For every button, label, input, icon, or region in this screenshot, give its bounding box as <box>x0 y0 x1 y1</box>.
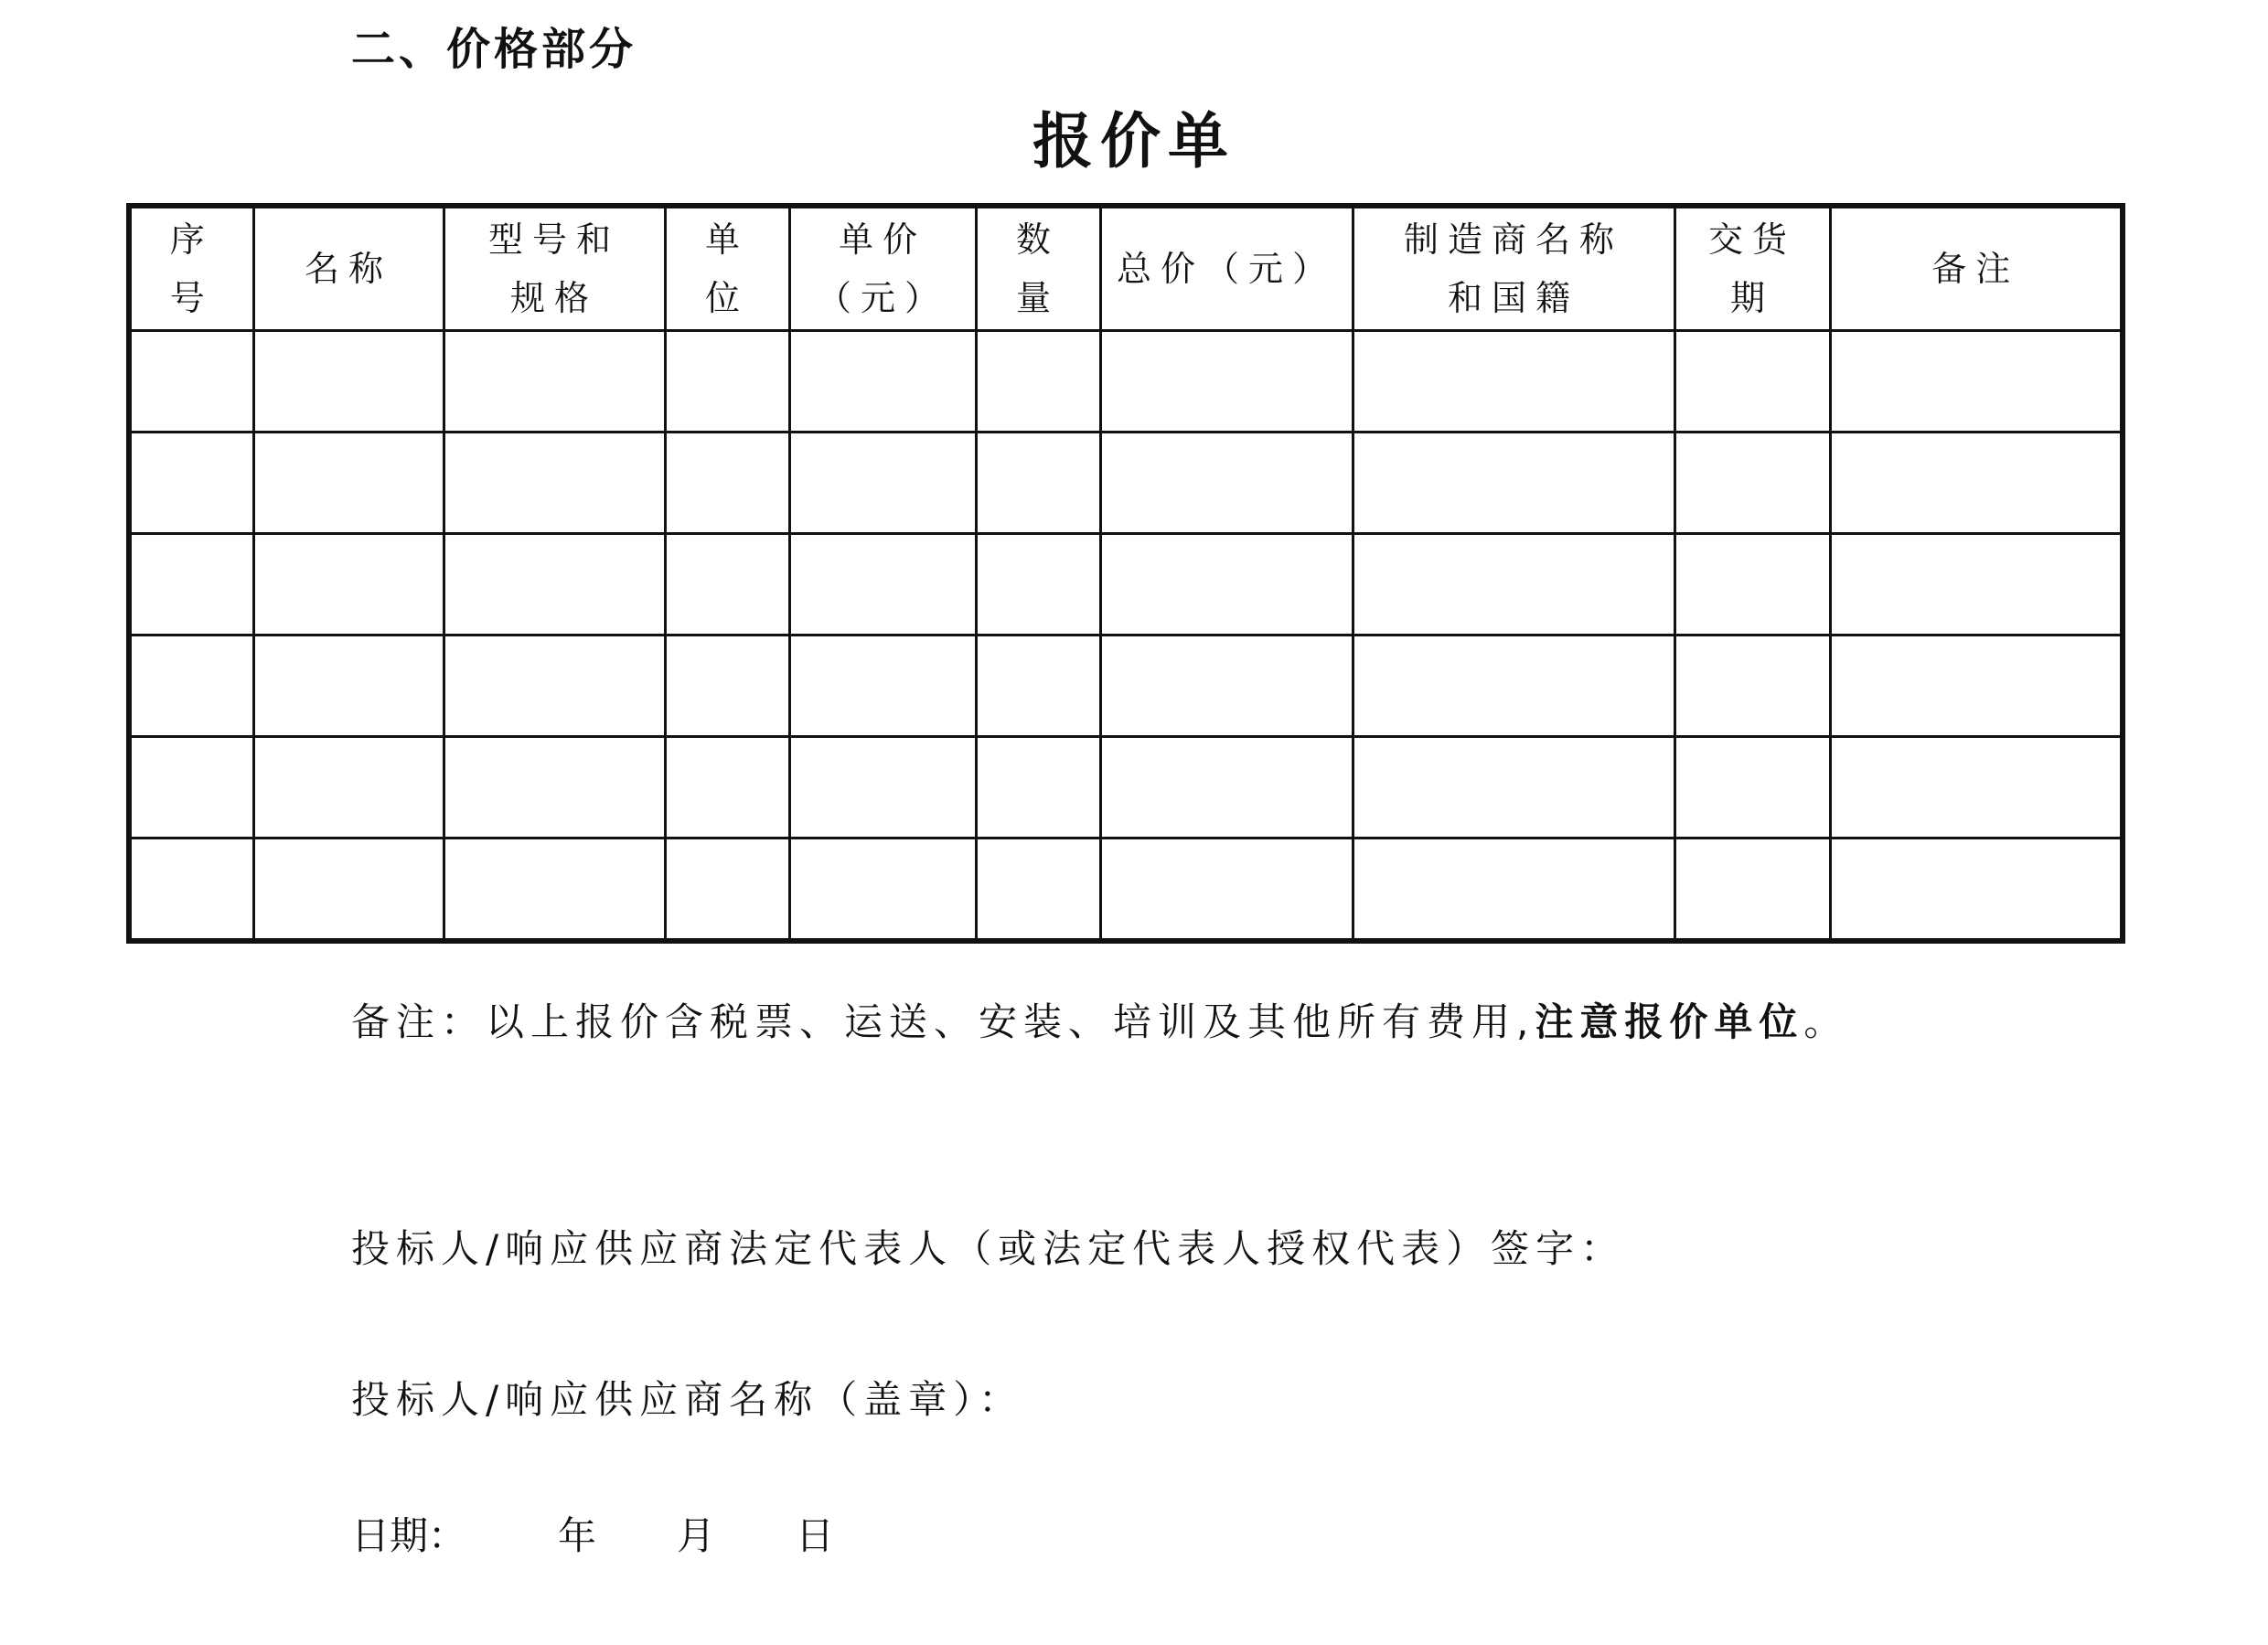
table-cell[interactable] <box>1100 839 1353 942</box>
table-cell[interactable] <box>1353 839 1674 942</box>
table-cell[interactable] <box>665 534 789 636</box>
table-cell[interactable] <box>253 331 444 433</box>
table-cell[interactable] <box>1353 331 1674 433</box>
header-manufacturer: 制造商名称 和国籍 <box>1353 206 1674 331</box>
table-cell[interactable] <box>1830 433 2123 534</box>
table-cell[interactable] <box>1353 636 1674 737</box>
table-cell[interactable] <box>665 737 789 839</box>
company-seal-line: 投标人/响应供应商名称（盖章）： <box>351 1377 1024 1422</box>
table-cell[interactable] <box>444 331 665 433</box>
table-cell[interactable] <box>253 534 444 636</box>
table-cell[interactable] <box>129 433 253 534</box>
table-cell[interactable] <box>1830 737 2123 839</box>
table-cell[interactable] <box>1100 636 1353 737</box>
table-cell[interactable] <box>444 737 665 839</box>
date-month-label: 月 <box>677 1513 716 1558</box>
header-name: 名称 <box>253 206 444 331</box>
table-cell[interactable] <box>1830 534 2123 636</box>
table-cell[interactable] <box>253 839 444 942</box>
table-cell[interactable] <box>1674 737 1830 839</box>
table-cell[interactable] <box>1100 331 1353 433</box>
remarks-note-text: 备注：以上报价含税票、运送、安装、培训及其他所有费用, <box>351 999 1535 1044</box>
table-cell[interactable] <box>1353 737 1674 839</box>
table-cell[interactable] <box>1100 433 1353 534</box>
section-heading: 二、价格部分 <box>351 24 637 75</box>
date-label: 日期： <box>351 1513 467 1558</box>
table-cell[interactable] <box>253 737 444 839</box>
table-cell[interactable] <box>253 433 444 534</box>
header-unit-price: 单价 （元） <box>789 206 976 331</box>
table-cell[interactable] <box>444 839 665 942</box>
header-unit: 单 位 <box>665 206 789 331</box>
quotation-table <box>126 203 2125 944</box>
table-cell[interactable] <box>1353 433 1674 534</box>
table-cell[interactable] <box>976 636 1100 737</box>
table-header-row <box>129 206 2123 331</box>
remarks-note-suffix: 。 <box>1803 999 1849 1044</box>
date-year-label: 年 <box>558 1513 597 1558</box>
table-cell[interactable] <box>665 331 789 433</box>
table-row <box>129 331 2123 433</box>
table-cell[interactable] <box>129 331 253 433</box>
table-cell[interactable] <box>789 331 976 433</box>
table-cell[interactable] <box>976 737 1100 839</box>
header-quantity: 数 量 <box>976 206 1100 331</box>
table-cell[interactable] <box>1674 433 1830 534</box>
table-cell[interactable] <box>789 636 976 737</box>
date-line <box>351 1507 834 1565</box>
table-cell[interactable] <box>129 839 253 942</box>
table-cell[interactable] <box>1100 737 1353 839</box>
table-cell[interactable] <box>789 839 976 942</box>
table-cell[interactable] <box>1674 839 1830 942</box>
table-cell[interactable] <box>129 534 253 636</box>
table-cell[interactable] <box>1674 636 1830 737</box>
table-cell[interactable] <box>976 433 1100 534</box>
table-row <box>129 433 2123 534</box>
document-title: 报价单 <box>1032 106 1236 176</box>
table-cell[interactable] <box>789 737 976 839</box>
header-serial-number: 序 号 <box>129 206 253 331</box>
table-cell[interactable] <box>1100 534 1353 636</box>
header-model-spec: 型号和 规格 <box>444 206 665 331</box>
table-row <box>129 737 2123 839</box>
table-cell[interactable] <box>789 534 976 636</box>
table-cell[interactable] <box>253 636 444 737</box>
table-cell[interactable] <box>1830 331 2123 433</box>
representative-signature-line: 投标人/响应供应商法定代表人（或法定代表人授权代表）签字： <box>351 1226 1626 1271</box>
table-cell[interactable] <box>976 331 1100 433</box>
table-cell[interactable] <box>1674 331 1830 433</box>
table-cell[interactable] <box>444 433 665 534</box>
table-cell[interactable] <box>789 433 976 534</box>
header-remarks: 备注 <box>1830 206 2123 331</box>
table-cell[interactable] <box>129 636 253 737</box>
table-cell[interactable] <box>976 534 1100 636</box>
table-cell[interactable] <box>129 737 253 839</box>
table-row <box>129 534 2123 636</box>
table-row <box>129 839 2123 942</box>
header-delivery-period: 交货 期 <box>1674 206 1830 331</box>
table-cell[interactable] <box>1674 534 1830 636</box>
table-cell[interactable] <box>1830 636 2123 737</box>
table-row <box>129 636 2123 737</box>
table-cell[interactable] <box>1353 534 1674 636</box>
table-cell[interactable] <box>665 433 789 534</box>
table-cell[interactable] <box>976 839 1100 942</box>
table-cell[interactable] <box>665 636 789 737</box>
remarks-note-emphasis: 注意报价单位 <box>1535 999 1804 1044</box>
header-total-price: 总价（元） <box>1100 206 1353 331</box>
remarks-note <box>351 993 1848 1052</box>
table-cell[interactable] <box>444 534 665 636</box>
table-cell[interactable] <box>665 839 789 942</box>
table-cell[interactable] <box>1830 839 2123 942</box>
table-cell[interactable] <box>444 636 665 737</box>
date-day-label: 日 <box>796 1513 835 1558</box>
